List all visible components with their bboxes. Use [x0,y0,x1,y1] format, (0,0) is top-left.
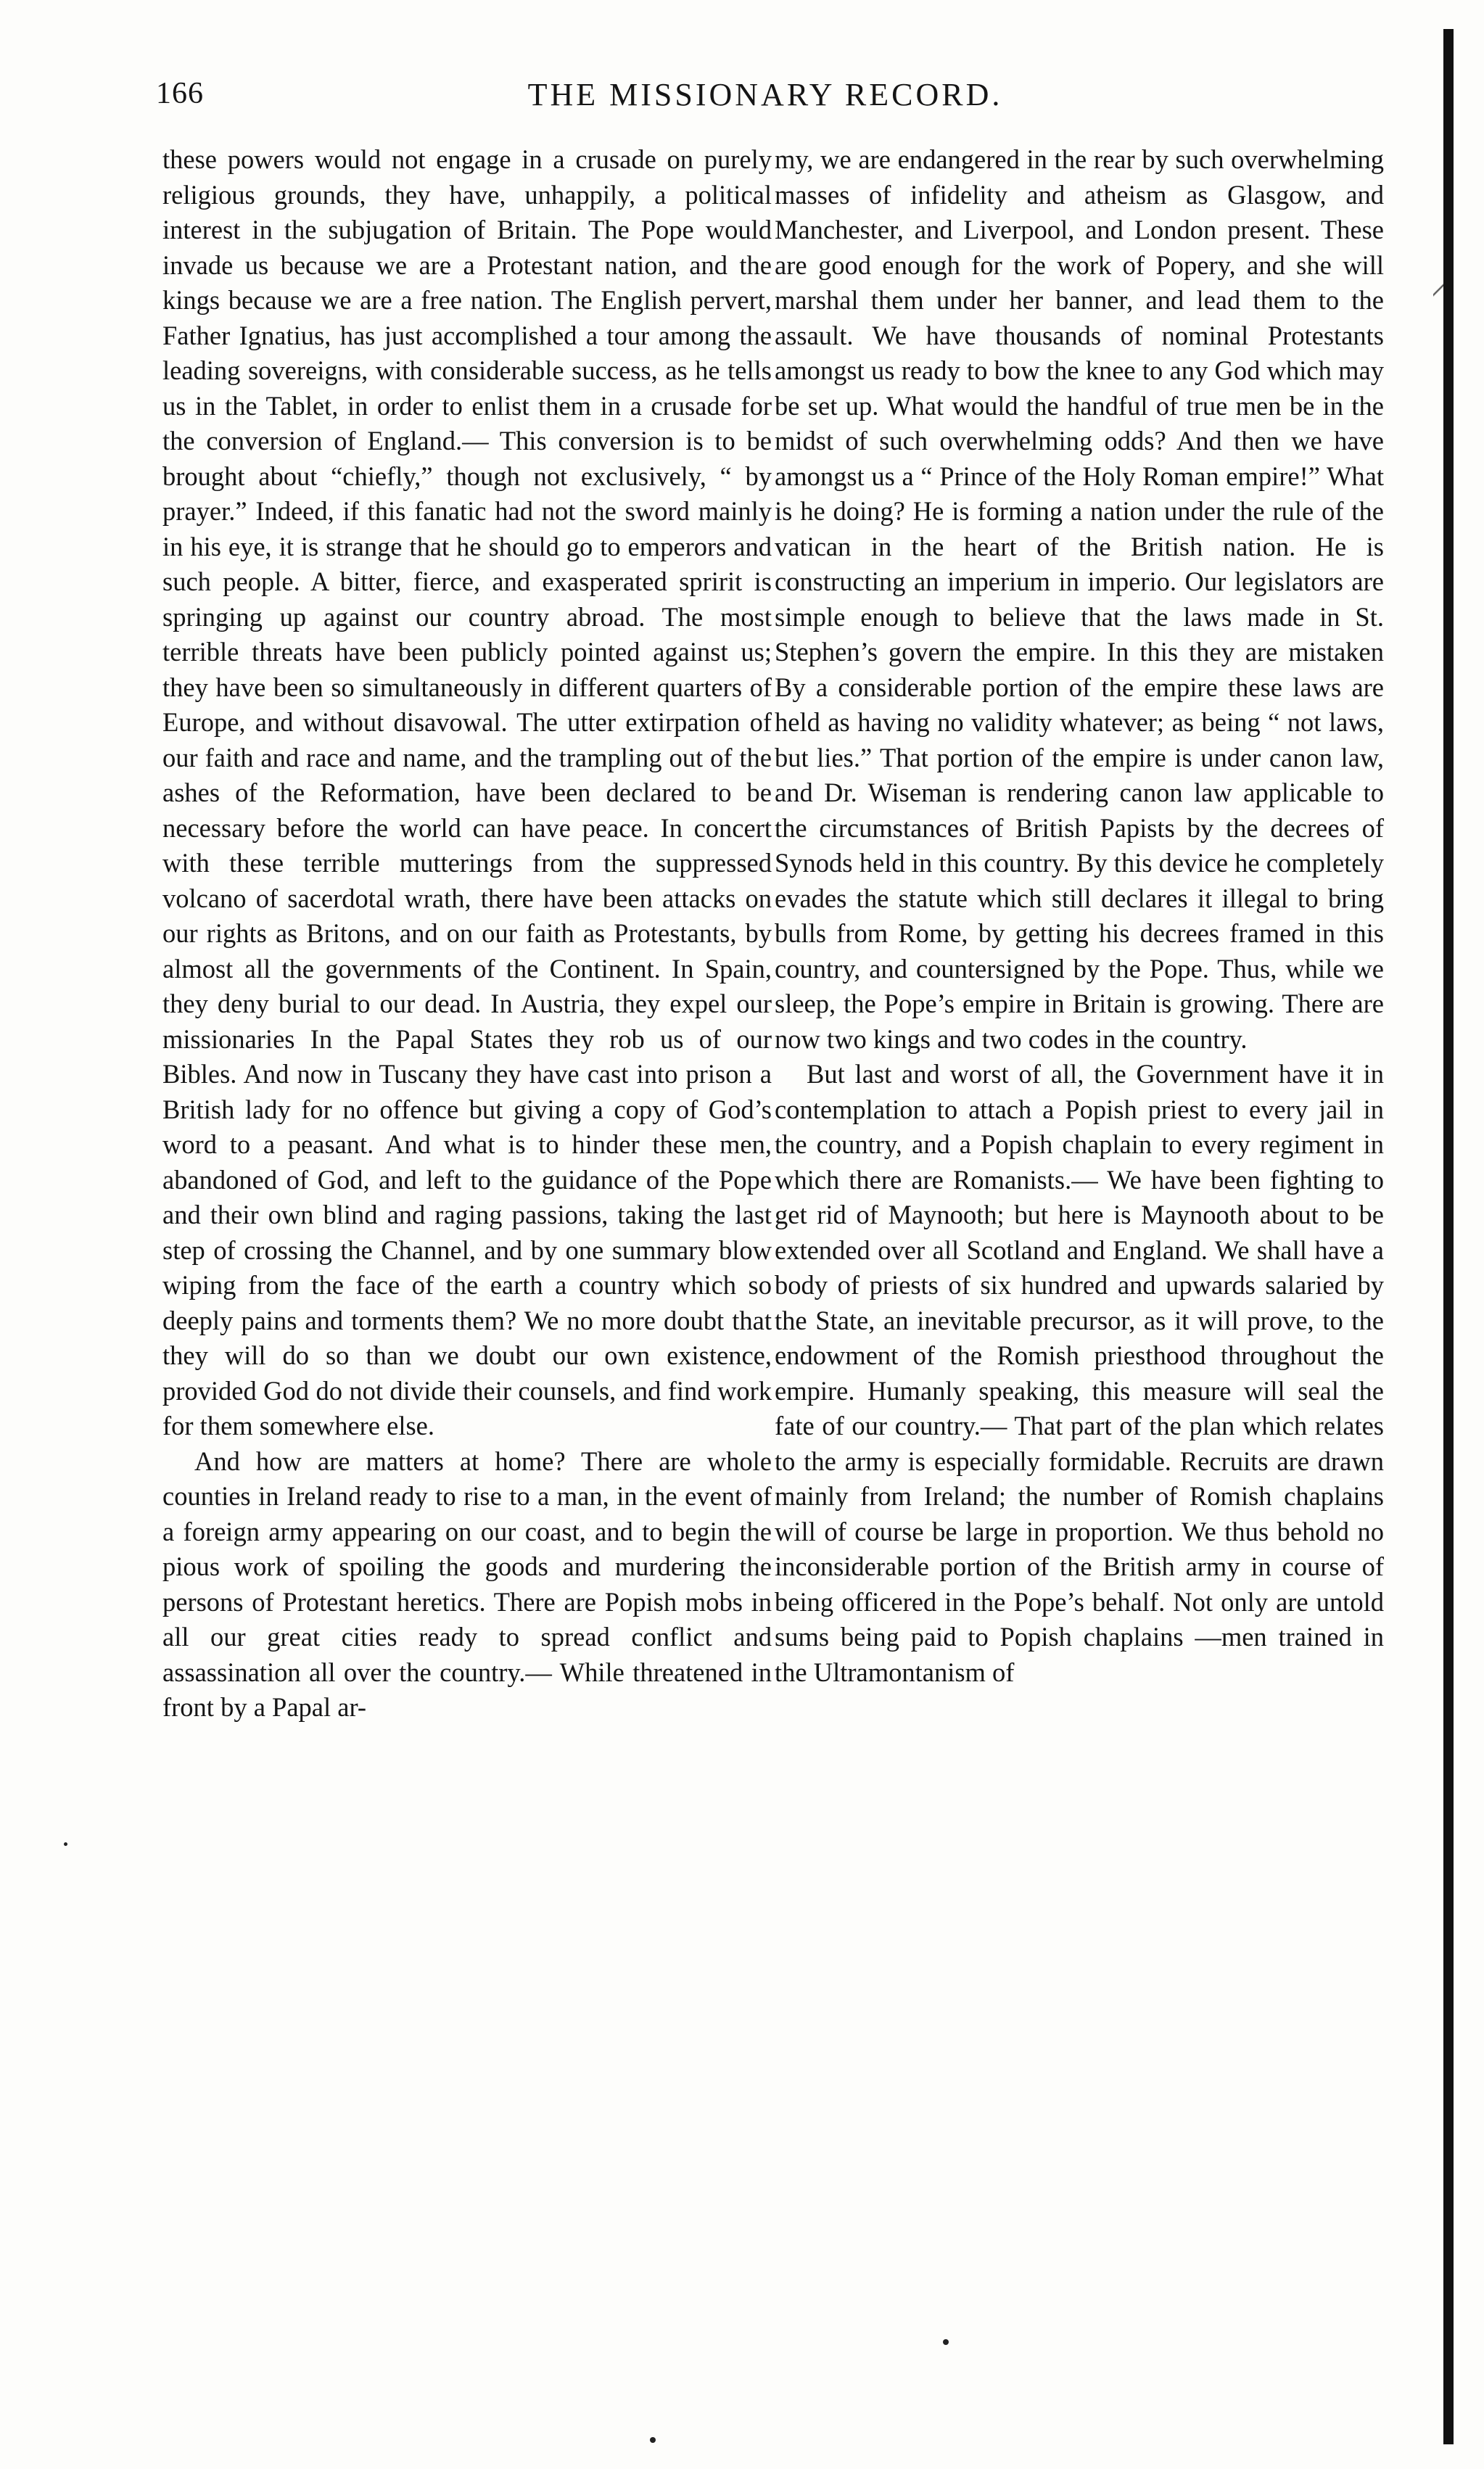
left-paragraph-2: And how are matters at home? There are whole counties in Ireland ready to rise to a man, in the event of a foreign army appearing on our coast, and to begin the pious work of spoiling the goods and murdering the persons of Protestant heretics. There are Popish mobs in all our great cities ready to spread conflict and assassination all over the country.— While threatened in front by a Papal ar- [162,1446,772,1722]
binding-edge-notch [1433,276,1443,305]
ink-speck [650,2437,656,2443]
right-paragraph-1: my, we are endangered in the rear by such overwhelming masses of infidelity and atheism as Glasgow, and Manchester, and Liverpool, and London present. These are good enough for the work of Popery, and she will marshal them under her banner, and lead them to the assault. We have thousands of nominal Protestants amongst us ready to bow the knee to any God which may be set up. What would the handful of true men be in the midst of such overwhelming odds? And then we have amongst us a “ Prince of the Holy Roman empire!” What is he doing? He is forming a nation under the rule of the vatican in the heart of the British nation. He is constructing an imperium in imperio. Our legislators are simple enough to believe that the laws made in St. Stephen’s govern the empire. In this they are mistaken By a considerable portion of the empire these laws are held as having no validity whatever; as being “ not laws, but lies.” That portion of the empire is under canon law, and Dr. Wiseman is rendering canon law applicable to the circumstances of British Papists by the decrees of Synods held in this country. By this device he completely evades the statute which still declares it illegal to bring bulls from Rome, by getting his decrees framed in this country, and countersigned by the Pope. Thus, while we sleep, the Pope’s empire in Britain is growing. There are now two kings and two codes in the country. [775,144,1384,1054]
left-paragraph-1: these powers would not engage in a crusade on purely religious grounds, they have, unhappily, a political interest in the subjugation of Britain. The Pope would invade us because we are a Protestant nation, and the kings because we are a free nation. The English pervert, Father Ignatius, has just accomplished a tour among the leading sovereigns, with considerable success, as he tells us in the Tablet, in order to enlist them in a crusade for the conversion of England.— This conversion is to be brought about “chiefly,” though not exclusively, “ by prayer.” Indeed, if this fanatic had not the sword mainly in his eye, it is strange that he should go to emperors and such people. A bitter, fierce, and exasperated spririt is springing up against our country abroad. The most terrible threats have been publicly pointed against us; they have been so simultaneously in different quarters of Europe, and without disavowal. The utter extirpation of our faith and race and name, and the trampling out of the ashes of the Reformation, have been declared to be necessary before the world can have peace. In concert with these terrible mutterings from the suppressed volcano of sacerdotal wrath, there have been attacks on our rights as Britons, and on our faith as Protestants, by almost all the governments of the Continent. In Spain, they deny burial to our dead. In Austria, they expel our missionaries In the Papal States they rob us of our Bibles. And now in Tuscany they have cast into prison a British lady for no offence but giving a copy of God’s word to a peasant. And what is to hinder these men, abandoned of God, and left to the guidance of the Pope and their own blind and raging passions, taking the last step of crossing the Channel, and by one summary blow wiping from the face of the earth a country which so deeply pains and torments them? We no more doubt that they will do so than we doubt our own existence, provided God do not divide their counsels, and find work for them somewhere else. [162,144,772,1440]
ink-speck [64,1842,67,1846]
page-number: 166 [156,77,204,110]
ink-speck [943,2339,949,2345]
binding-edge-rule [1443,29,1454,2444]
right-paragraph-2: But last and worst of all, the Government have it in contemplation to attach a Popish priest to every jail in the country, and a Popish chaplain to every regiment in which there are Romanists.— We have been fighting to get rid of Maynooth; but here is Maynooth about to be extended over all Scotland and England. We shall have a body of priests of six hundred and upwards salaried by the State, an inevitable precursor, as it will prove, to the endowment of the Romish priesthood throughout the empire. Humanly speaking, this measure will seal the fate of our country.— That part of the plan which relates to the army is especially formidable. Recruits are drawn mainly from Ireland; the number of Romish chaplains will of course be large in proportion. We thus behold no inconsiderable portion of the British army in course of being officered in the Pope’s behalf. Not only are untold sums being paid to Popish chaplains —men trained in the Ultramontanism of [775,1059,1384,1687]
right-column [775,142,1384,1690]
left-column [162,142,772,1726]
page-header [156,76,1374,120]
running-title: THE MISSIONARY RECORD. [527,77,1003,112]
